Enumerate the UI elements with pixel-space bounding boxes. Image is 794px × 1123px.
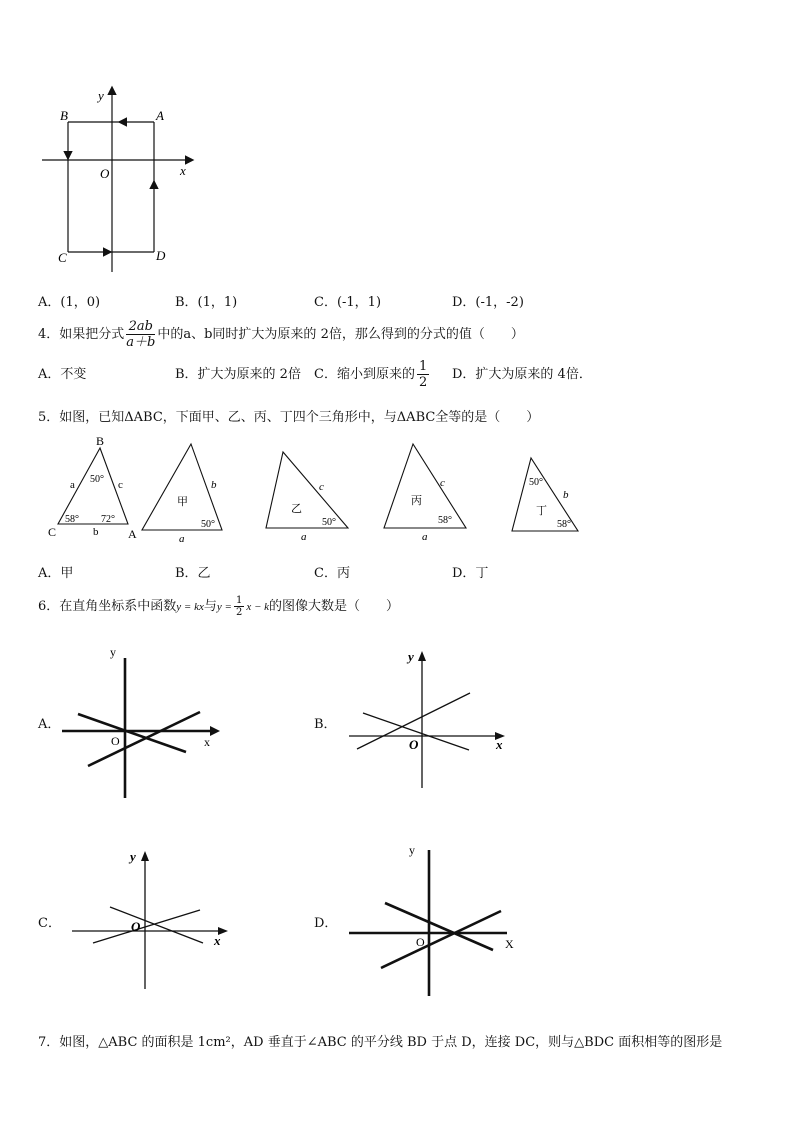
q6-stem-suffix: 的图像大数是（ ） <box>269 599 400 614</box>
triangle-ding <box>512 458 578 531</box>
q5-triangles-figure <box>38 434 598 546</box>
graph-a-line-1 <box>78 714 186 752</box>
q4-option-d: D．扩大为原来的 4倍． <box>452 367 592 382</box>
tri-ding-name: 丁 <box>536 505 547 517</box>
q4-option-a: A．不变 <box>38 367 87 382</box>
triangle-jia <box>142 444 222 545</box>
q3-option-b: B．(1，1) <box>175 295 238 310</box>
graph-d-line-2 <box>381 911 501 968</box>
q6-graph-c <box>68 843 238 993</box>
q6-stem-mid: 与 <box>203 599 217 614</box>
tri-abc-side-b: b <box>93 526 99 538</box>
q6-stem <box>38 590 399 624</box>
q6-stem-prefix: 6．在直角坐标系中函数 <box>38 599 177 614</box>
q4-option-c-text: C．缩小到原来的 <box>314 367 415 382</box>
triangle-bing <box>384 444 466 543</box>
graph-b-y-label: y <box>408 649 414 664</box>
graph-c-line-2 <box>93 910 200 943</box>
tri-bing-side-c: c <box>440 477 445 489</box>
tri-abc-vertex-b: B <box>96 434 105 448</box>
tri-yi-side-a: a <box>301 531 307 543</box>
graph-c-origin-label: O <box>131 919 141 934</box>
q4-fraction <box>126 319 155 350</box>
graph-c-line-1 <box>110 907 203 943</box>
q3-option-d: D．(-1，-2) <box>452 295 524 310</box>
q6-graph-d-label: D． <box>314 916 338 931</box>
graph-c-y-label: y <box>130 849 136 864</box>
q3-option-c: C．(-1，1) <box>314 295 382 310</box>
q6-graph-b-label: B． <box>314 717 337 732</box>
q6-graph-a <box>58 642 228 802</box>
q5-option-c: C．丙 <box>314 566 350 581</box>
q3-option-a: A．(1，0) <box>38 295 101 310</box>
tri-jia-angle: 50° <box>201 519 215 530</box>
q4-stem <box>38 318 524 352</box>
graph-a-x-label: x <box>204 735 210 749</box>
q4-half-den: 2 <box>418 375 428 390</box>
tri-abc-vertex-a: A <box>128 527 137 541</box>
graph-d-x-label: X <box>505 937 514 951</box>
point-c-label: C <box>58 250 67 265</box>
triangle-yi <box>266 452 348 543</box>
graph-a-origin-label: O <box>111 734 120 748</box>
q6-function-2-left: y = <box>216 601 232 613</box>
q4-frac-den: a＋b <box>126 335 156 350</box>
q6-graph-a-label: A． <box>38 717 61 732</box>
tri-jia-side-a: a <box>179 533 185 545</box>
q6-graph-b <box>345 645 515 790</box>
graph-b-x-label: x <box>496 737 503 752</box>
tri-bing-angle: 58° <box>438 515 452 526</box>
tri-jia-side-b: b <box>211 479 217 491</box>
q6-graph-d <box>345 838 525 1000</box>
triangle-abc <box>48 434 137 541</box>
q5-option-d: D．丁 <box>452 566 489 581</box>
graph-a-y-label: y <box>110 645 116 659</box>
q4-frac-num: 2ab <box>126 319 155 335</box>
q4-option-c <box>314 358 431 392</box>
q6-f2-den: 2 <box>235 607 243 618</box>
tri-abc-angle-b: 50° <box>90 474 104 485</box>
q7-stem: 7．如图，△ABC 的面积是 1cm²，AD 垂直于∠ABC 的平分线 BD 于点 D，连接 DC，则与△BDC 面积相等的图形是 <box>38 1035 723 1050</box>
q6-function-2-right: x − k <box>246 601 269 613</box>
tri-abc-angle-c: 58° <box>65 514 79 525</box>
tri-abc-side-c: c <box>118 479 123 491</box>
origin-label: O <box>100 166 110 181</box>
q6-function-1: y = kx <box>176 601 204 613</box>
tri-ding-angle-right: 58° <box>557 519 571 530</box>
tri-jia-name: 甲 <box>177 496 188 508</box>
tri-bing-name: 丙 <box>411 495 422 507</box>
point-d-label: D <box>156 248 166 263</box>
q6-f2-num: 1 <box>235 595 243 606</box>
y-label: y <box>98 88 104 103</box>
q6-function-2-fraction <box>234 595 244 618</box>
tri-abc-side-a: a <box>70 479 75 491</box>
graph-b-origin-label: O <box>409 737 419 752</box>
x-label: x <box>180 163 186 178</box>
q4-prefix: 4．如果把分式 <box>38 327 125 342</box>
q5-stem: 5．如图，已知ΔABC，下面甲、乙、丙、丁四个三角形中，与ΔABC全等的是（ ） <box>38 410 540 425</box>
q4-half-num: 1 <box>418 359 428 374</box>
tri-yi-name: 乙 <box>291 503 302 515</box>
q6-graph-c-label: C． <box>38 916 61 931</box>
graph-c-x-label: x <box>214 933 221 948</box>
q4-half-fraction <box>417 359 429 390</box>
point-a-label: A <box>156 108 164 123</box>
q4-suffix: 中的a、b同时扩大为原来的 2倍，那么得到的分式的值（ ） <box>157 327 524 342</box>
tri-yi-angle: 50° <box>322 517 336 528</box>
q4-option-b: B．扩大为原来的 2倍 <box>175 367 301 382</box>
q3-figure <box>30 80 210 280</box>
tri-ding-angle-top: 50° <box>529 477 543 488</box>
tri-abc-angle-a: 72° <box>101 514 115 525</box>
point-b-label: B <box>60 108 68 123</box>
tri-abc-vertex-c: C <box>48 525 57 539</box>
graph-d-y-label: y <box>409 843 415 857</box>
graph-a-line-2 <box>88 712 200 766</box>
tri-bing-side-a: a <box>422 531 428 543</box>
tri-ding-side-b: b <box>563 489 569 501</box>
q5-option-a: A．甲 <box>38 566 74 581</box>
tri-yi-side-c: c <box>319 481 324 493</box>
graph-d-origin-label: O <box>416 935 425 949</box>
graph-d-line-1 <box>385 903 493 950</box>
q5-option-b: B．乙 <box>175 566 211 581</box>
